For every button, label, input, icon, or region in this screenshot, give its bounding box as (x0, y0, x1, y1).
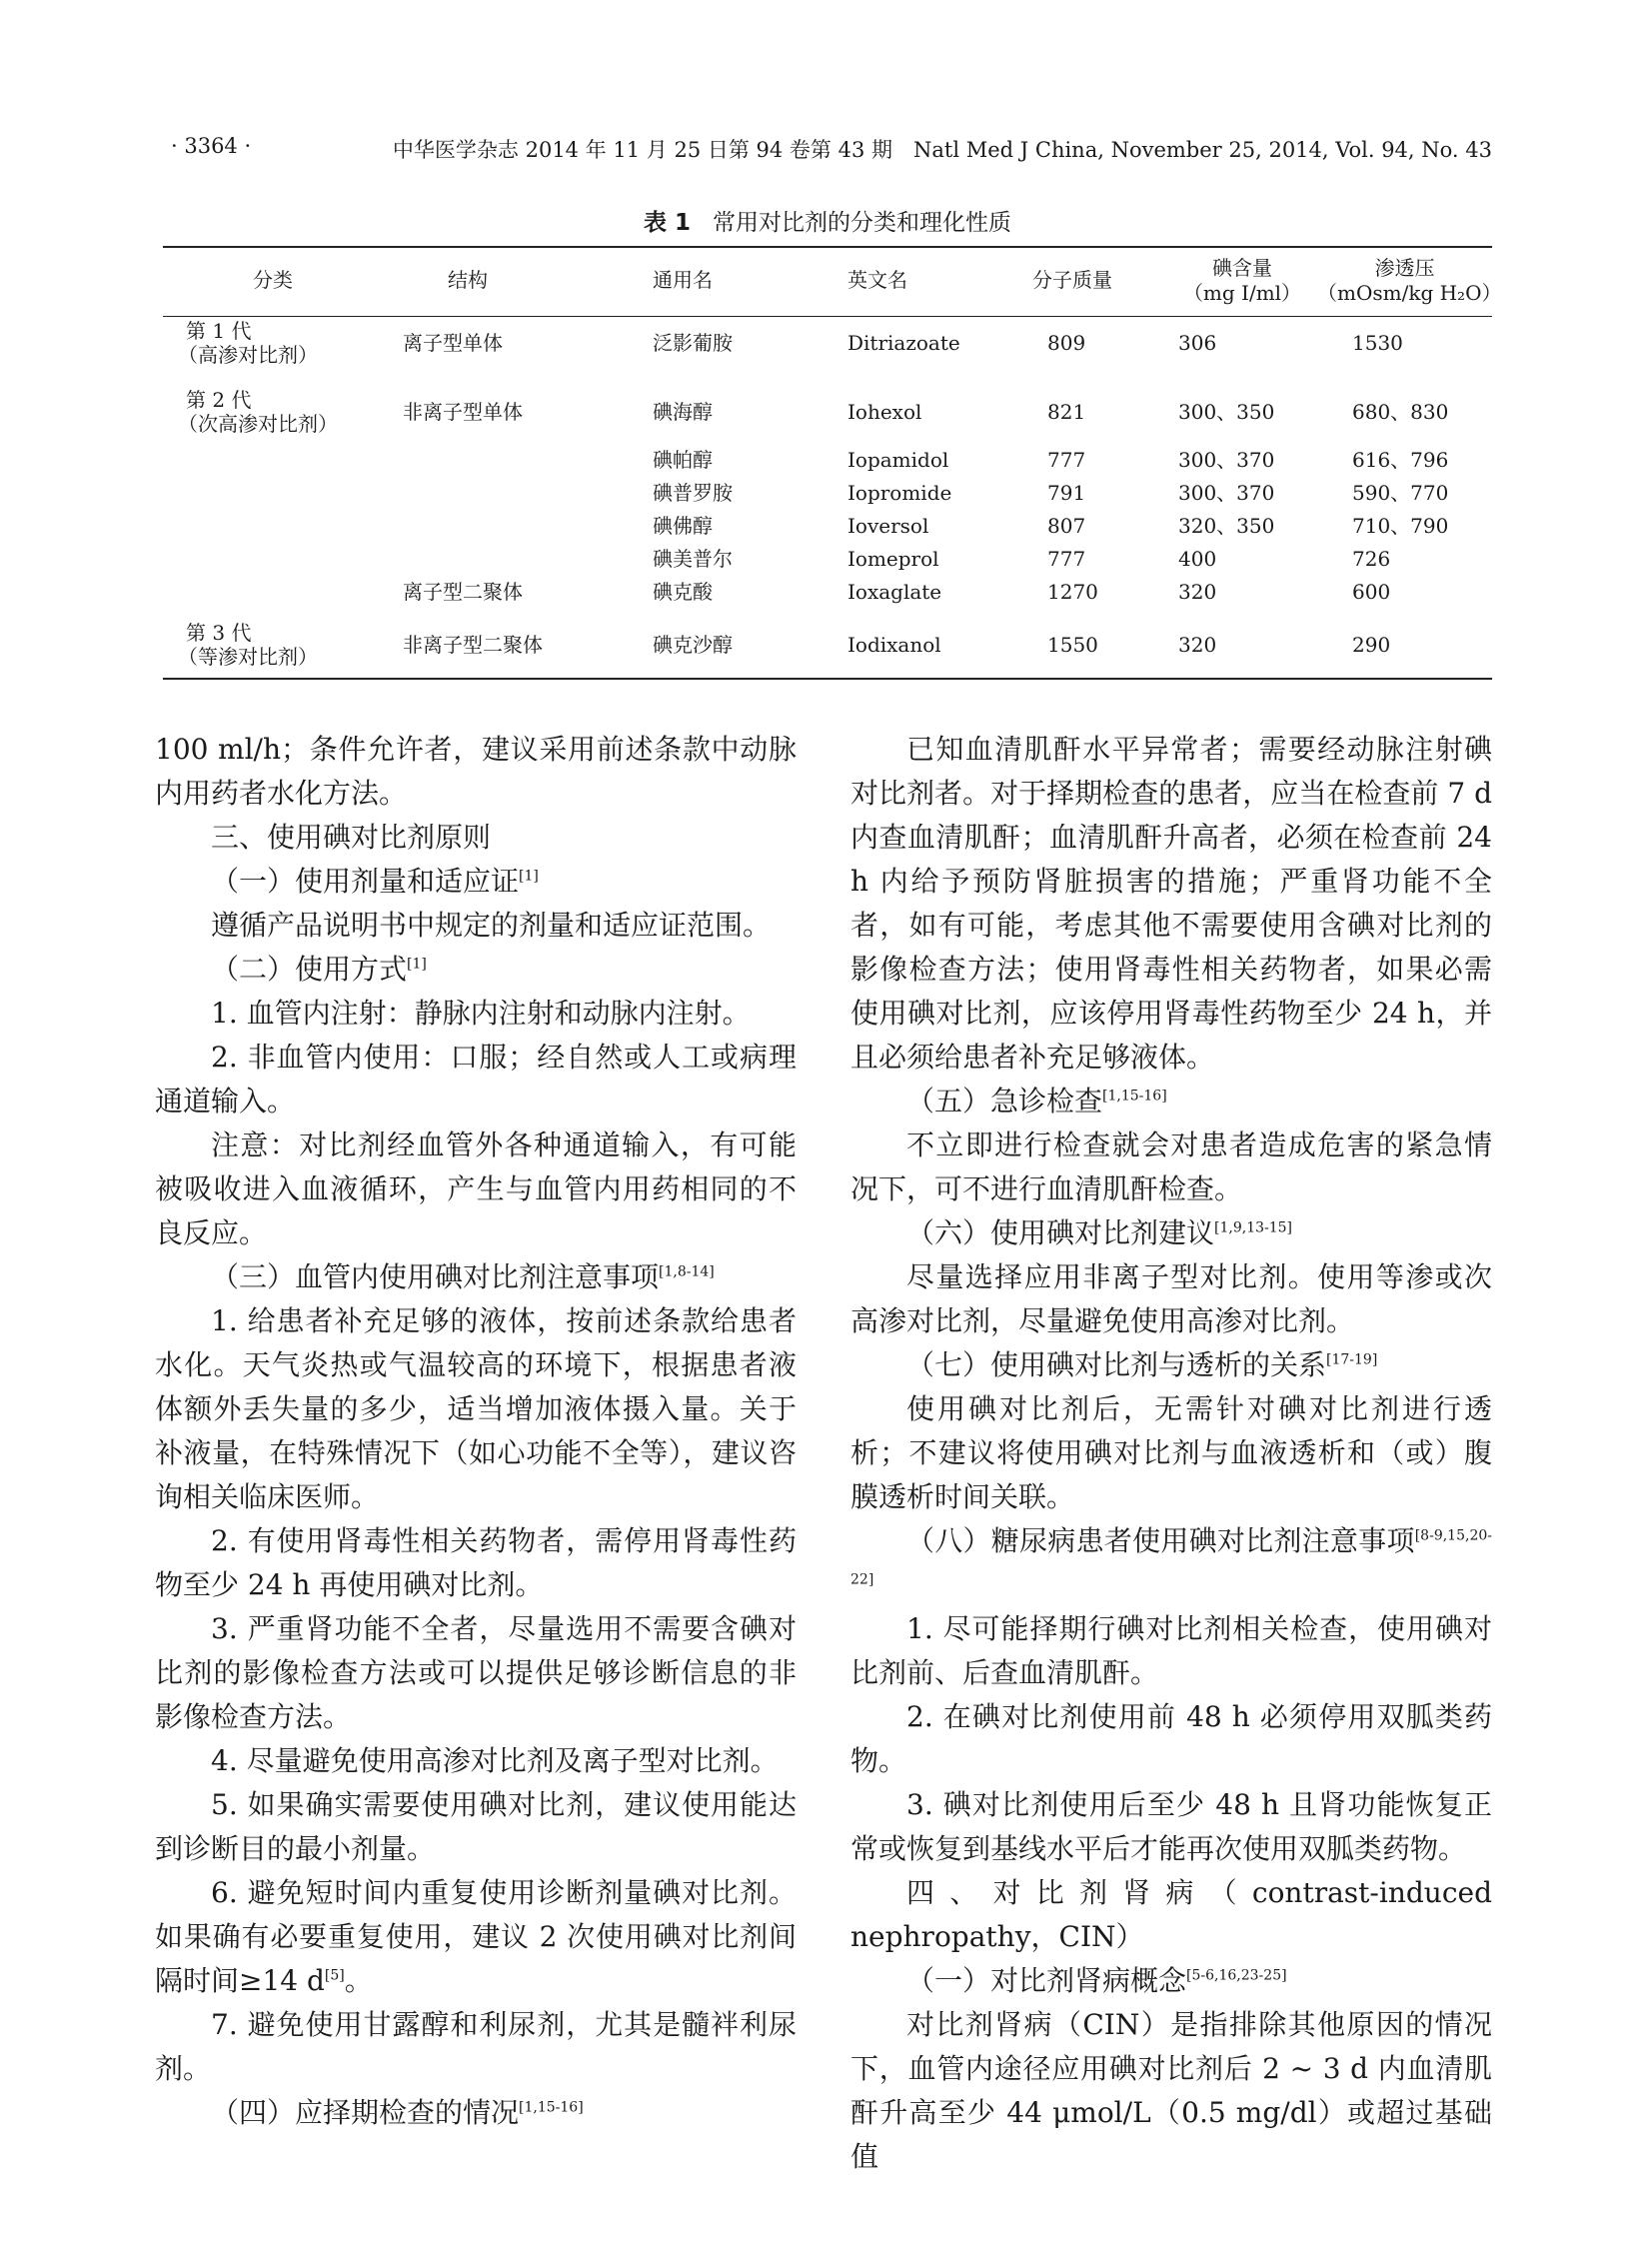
right-text-column (850, 728, 1492, 2179)
citation: [17-19] (1326, 1351, 1378, 1368)
cell-osmolality: 1530 (1352, 331, 1403, 355)
paragraph: 2. 非血管内使用：口服；经自然或人工或病理通道输入。 (155, 1041, 797, 1118)
cell-generic-name: 碘美普尔 (653, 547, 733, 571)
paragraph: 7. 避免使用甘露醇和利尿剂，尤其是髓袢利尿剂。 (155, 2008, 797, 2085)
cell-generic-name: 碘克酸 (653, 580, 713, 604)
paragraph: 使用碘对比剂后，无需针对碘对比剂进行透析；不建议将使用碘对比剂与血液透析和（或）腹膜透析时间关联。 (850, 1392, 1492, 1513)
paragraph: 1. 血管内注射：静脉内注射和动脉内注射。 (211, 997, 751, 1030)
cell-generation-type: （等渗对比剂） (178, 645, 318, 669)
citation: [1] (407, 956, 427, 973)
cell-generic-name: 碘帕醇 (653, 448, 713, 472)
cell-iodine-content: 300、350 (1178, 400, 1275, 424)
subsection-heading: （一）使用剂量和适应证[1] (211, 865, 539, 898)
header-iodine-content: 碘含量 (1212, 256, 1272, 280)
cell-structure: 离子型单体 (403, 331, 503, 355)
cell-molecular-mass: 777 (1047, 448, 1086, 472)
header-classification: 分类 (253, 268, 293, 292)
journal-citation: 中华医学杂志 2014 年 11 月 25 日第 94 卷第 43 期 Natl Med J China, November 25, 2014, Vol. 94, No. 43 (392, 138, 1492, 162)
paragraph: 遵循产品说明书中规定的剂量和适应证范围。 (211, 909, 772, 942)
cell-structure: 离子型二聚体 (403, 580, 523, 604)
citation: [5-6,16,23-25] (1186, 1967, 1287, 1984)
cell-structure: 非离子型单体 (403, 400, 523, 424)
cell-generic-name: 碘海醇 (653, 400, 713, 424)
paragraph: 1. 尽可能择期行碘对比剂相关检查，使用碘对比剂前、后查血清肌酐。 (850, 1612, 1492, 1689)
cell-generic-name: 碘克沙醇 (653, 633, 733, 657)
header-iodine-unit: （mg I/ml） (1182, 281, 1302, 305)
cell-generic-name: 碘普罗胺 (653, 481, 733, 505)
citation: [5] (324, 1967, 345, 1984)
table-title: 常用对比剂的分类和理化性质 (713, 210, 1011, 236)
header-molecular-mass: 分子质量 (1032, 268, 1112, 292)
cell-generation-type: （次高渗对比剂） (178, 412, 338, 436)
paragraph: 尽量选择应用非离子型对比剂。使用等渗或次高渗对比剂，尽量避免使用高渗对比剂。 (850, 1260, 1492, 1337)
paragraph: 1. 给患者补充足够的液体，按前述条款给患者水化。天气炎热或气温较高的环境下，根据患者液体额外丢失量的多少，适当增加液体摄入量。关于补液量，在特殊情况下（如心功能不全等），建议咨询相关临床医师。 (155, 1304, 797, 1513)
cell-english-name: Ioversol (847, 514, 929, 538)
cell-generation: 第 2 代 (186, 388, 252, 412)
subsection-heading: （六）使用碘对比剂建议[1,9,13-15] (906, 1216, 1293, 1249)
table-header-rule (163, 316, 1492, 317)
subsection-heading: （五）急诊检查[1,15-16] (906, 1085, 1167, 1118)
cell-iodine-content: 300、370 (1178, 448, 1275, 472)
page-number: · 3364 · (171, 134, 252, 158)
header-generic-name: 通用名 (653, 268, 713, 292)
header-osmolality-unit: （mOsm/kg H₂O） (1317, 281, 1502, 305)
cell-osmolality: 710、790 (1352, 514, 1449, 538)
cell-molecular-mass: 1270 (1047, 580, 1098, 604)
section-heading: 四、对比剂肾病（contrast-induced nephropathy，CIN） (850, 1876, 1492, 1953)
cell-generation: 第 1 代 (186, 319, 252, 343)
cell-iodine-content: 320、350 (1178, 514, 1275, 538)
cell-iodine-content: 320 (1178, 633, 1217, 657)
header-english-name: 英文名 (847, 268, 907, 292)
subsection-heading: （一）对比剂肾病概念[5-6,16,23-25] (906, 1964, 1287, 1997)
cell-osmolality: 590、770 (1352, 481, 1449, 505)
cell-osmolality: 680、830 (1352, 400, 1449, 424)
cell-molecular-mass: 807 (1047, 514, 1086, 538)
cell-english-name: Iopromide (847, 481, 952, 505)
citation: [1,15-16] (519, 2099, 584, 2116)
table-top-rule (163, 246, 1492, 248)
paragraph: 不立即进行检查就会对患者造成危害的紧急情况下，可不进行血清肌酐检查。 (850, 1128, 1492, 1205)
subsection-heading: （二）使用方式[1] (211, 953, 427, 986)
paragraph: 5. 如果确实需要使用碘对比剂，建议使用能达到诊断目的最小剂量。 (155, 1788, 797, 1865)
citation: [1,8-14] (659, 1263, 715, 1280)
cell-english-name: Iomeprol (847, 547, 939, 571)
paragraph: 2. 有使用肾毒性相关药物者，需停用肾毒性药物至少 24 h 再使用碘对比剂。 (155, 1524, 797, 1601)
table-bottom-rule (163, 678, 1492, 680)
header-structure: 结构 (448, 268, 488, 292)
paragraph: 已知血清肌酐水平异常者；需要经动脉注射碘对比剂者。对于择期检查的患者，应当在检查前 7 d 内查血清肌酐；血清肌酐升高者，必须在检查前 24 h 内给予预防肾脏损害的措施；严重肾功能不全者，如有可能，考虑其他不需要使用含碘对比剂的影像检查方法；使用肾毒性相关药物者，如果必需使用碘对比剂，应该停用肾毒性药物至少 24 h，并且必须给患者补充足够液体。 (850, 733, 1492, 1074)
running-header (163, 134, 1492, 166)
cell-english-name: Iopamidol (847, 448, 949, 472)
paragraph: 2. 在碘对比剂使用前 48 h 必须停用双胍类药物。 (850, 1700, 1492, 1777)
left-text-column (155, 728, 797, 2135)
cell-iodine-content: 320 (1178, 580, 1217, 604)
cell-osmolality: 616、796 (1352, 448, 1449, 472)
paragraph: 对比剂肾病（CIN）是指排除其他原因的情况下，血管内途径应用碘对比剂后 2 ~ 3 d 内血清肌酐升高至少 44 μmol/L（0.5 mg/dl）或超过基础值 (850, 2008, 1492, 2173)
cell-osmolality: 600 (1352, 580, 1391, 604)
cell-generic-name: 泛影葡胺 (653, 331, 733, 355)
paragraph: 3. 严重肾功能不全者，尽量选用不需要含碘对比剂的影像检查方法或可以提供足够诊断信息的非影像检查方法。 (155, 1612, 797, 1733)
cell-molecular-mass: 809 (1047, 331, 1086, 355)
cell-osmolality: 726 (1352, 547, 1391, 571)
cell-generation: 第 3 代 (186, 621, 252, 645)
subsection-heading: （七）使用碘对比剂与透析的关系[17-19] (906, 1348, 1378, 1381)
cell-osmolality: 290 (1352, 633, 1391, 657)
paragraph: 注意：对比剂经血管外各种通道输入，有可能被吸收进入血液循环，产生与血管内用药相同的不良反应。 (155, 1128, 797, 1249)
cell-molecular-mass: 777 (1047, 547, 1086, 571)
section-heading: 三、使用碘对比剂原则 (211, 821, 492, 854)
header-osmolality: 渗透压 (1374, 256, 1435, 280)
cell-generation-type: （高渗对比剂） (178, 343, 318, 367)
cell-english-name: Ioxaglate (847, 580, 942, 604)
table-caption (163, 204, 1492, 237)
cell-iodine-content: 306 (1178, 331, 1217, 355)
citation: [1,9,13-15] (1214, 1219, 1293, 1236)
subsection-heading: （四）应择期检查的情况[1,15-16] (211, 2096, 584, 2129)
cell-molecular-mass: 1550 (1047, 633, 1098, 657)
paragraph: 6. 避免短时间内重复使用诊断剂量碘对比剂。如果确有必要重复使用，建议 2 次使用碘对比剂间隔时间≥14 d[5]。 (155, 1876, 797, 1997)
subsection-heading: （八）糖尿病患者使用碘对比剂注意事项[8-9,15,20-22] (850, 1524, 1492, 1588)
cell-iodine-content: 300、370 (1178, 481, 1275, 505)
table-label: 表 1 (643, 210, 691, 236)
cell-english-name: Ditriazoate (847, 331, 960, 355)
cell-iodine-content: 400 (1178, 547, 1217, 571)
cell-molecular-mass: 821 (1047, 400, 1086, 424)
paragraph: 3. 碘对比剂使用后至少 48 h 且肾功能恢复正常或恢复到基线水平后才能再次使用双胍类药物。 (850, 1788, 1492, 1865)
citation: [1,15-16] (1102, 1088, 1167, 1105)
cell-english-name: Iodixanol (847, 633, 941, 657)
subsection-heading: （三）血管内使用碘对比剂注意事项[1,8-14] (211, 1260, 715, 1293)
cell-generic-name: 碘佛醇 (653, 514, 713, 538)
paragraph: 100 ml/h；条件允许者，建议采用前述条款中动脉内用药者水化方法。 (155, 733, 797, 810)
contrast-agent-table (163, 246, 1502, 686)
citation: [1] (519, 868, 539, 885)
cell-structure: 非离子型二聚体 (403, 633, 543, 657)
paragraph: 4. 尽量避免使用高渗对比剂及离子型对比剂。 (211, 1744, 779, 1777)
cell-english-name: Iohexol (847, 400, 922, 424)
citation: [8-9,15,20-22] (850, 1527, 1492, 1588)
cell-molecular-mass: 791 (1047, 481, 1086, 505)
